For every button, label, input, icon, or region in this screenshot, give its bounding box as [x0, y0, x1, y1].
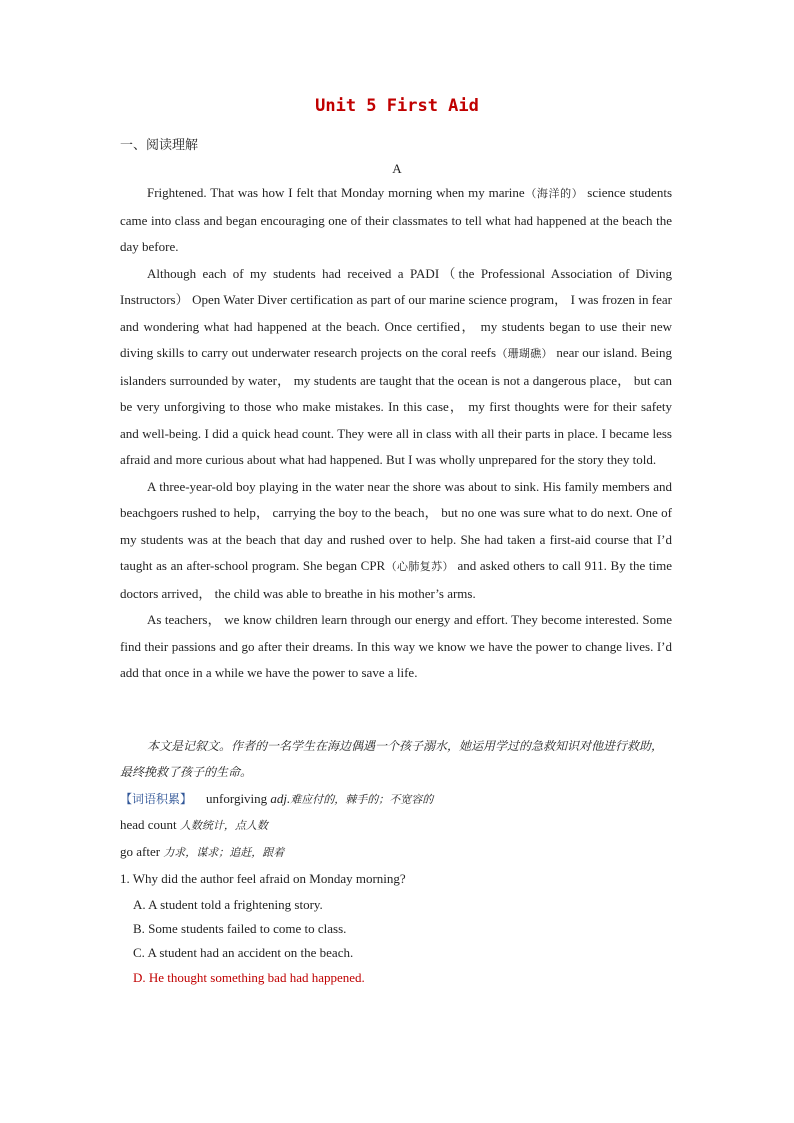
option-d-answer: D. He thought something bad had happened.: [133, 970, 365, 985]
page-title: Unit 5 First Aid: [315, 96, 479, 116]
vocab-item-3: [120, 844, 284, 860]
vocab-meaning: 力求，谋求；追赶，跟着: [163, 846, 285, 859]
option-a: A. A student told a frightening story.: [133, 897, 323, 912]
vocab-item-2: [120, 817, 268, 833]
question-1: 1. Why did the author feel afraid on Monday morning?: [120, 871, 406, 886]
vocab-item-1: [120, 790, 433, 807]
vocab-term: unforgiving: [206, 791, 271, 806]
paragraph-text: science students came into class and began encouraging one of their classmates to tell what had happened at the beach the day before.: [120, 185, 673, 254]
vocab-tag: 【词语积累】: [120, 792, 193, 806]
paragraph-2: [120, 261, 672, 474]
paragraph-text: A three-year-old boy playing in the water near the shore was about to sink. His family members and beachgoers rushed to help， carrying the boy to the beach， but no one was sure what to do next. One of my students was at the beach that day and rushed over to help. She had taken a first-aid course that I’d taught as an after-school program. She began CPR: [120, 478, 672, 573]
option-c: C. A student had an accident on the beach.: [133, 945, 354, 960]
passage-body: [120, 180, 672, 687]
vocab-pos: adj.: [270, 791, 291, 806]
paragraph-text: Frightened. That was how I felt that Monday morning when my marine: [147, 185, 525, 200]
paragraph-text: and asked others to call 911. By the time doctors arrived， the child was able to breathe in his mother’s arms.: [120, 558, 672, 601]
vocab-term: go after: [120, 844, 164, 859]
paragraph-text: near our island. Being islanders surrounded by water， my students are taught that the ocean is not a dangerous place， but can be very unforgiving to those who make mistakes. In this case， my first thoughts were for their safety and well-being. I did a quick head count. They were all in class with all their parts in place. I became less afraid and more curious about what had happened. But I was wholly unprepared for the story they told.: [120, 345, 673, 467]
chinese-gloss: （珊瑚礁）: [496, 347, 553, 360]
paragraph-3: [120, 474, 672, 608]
passage-summary: 本文是记叙文。作者的一名学生在海边偶遇一个孩子溺水，她运用学过的急救知识对他进行救助，最终挽救了孩子的生命。: [120, 739, 664, 779]
paragraph-4: [120, 607, 672, 687]
chinese-gloss: （海洋的）: [524, 187, 584, 200]
paragraph-text: Although each of my students had received a PADI（the Professional Association of Diving Instructors） Open Water Diver certification as part of our marine science program， I was frozen in fear and wondering what had happened at the beach. Once certified， my students began to use their new diving skills to carry out underwater research projects on the coral reefs: [120, 265, 673, 360]
chinese-gloss: （心肺复苏）: [385, 560, 454, 573]
passage-label: A: [392, 161, 402, 176]
vocab-term: head count: [120, 817, 180, 832]
vocab-meaning: 人数统计，点人数: [179, 819, 268, 832]
option-b: B. Some students failed to come to class.: [133, 921, 347, 936]
paragraph-1: [120, 180, 672, 261]
section-heading: 一、阅读理解: [120, 138, 199, 153]
vocab-meaning: 难应付的，棘手的；不宽容的: [290, 793, 434, 806]
paragraph-text: As teachers， we know children learn through our energy and effort. They become interested. Some find their passions and go after their dreams. In this way we know we have the power to change lives. I’d add that once in a while we have the power to save a life.: [120, 612, 672, 680]
